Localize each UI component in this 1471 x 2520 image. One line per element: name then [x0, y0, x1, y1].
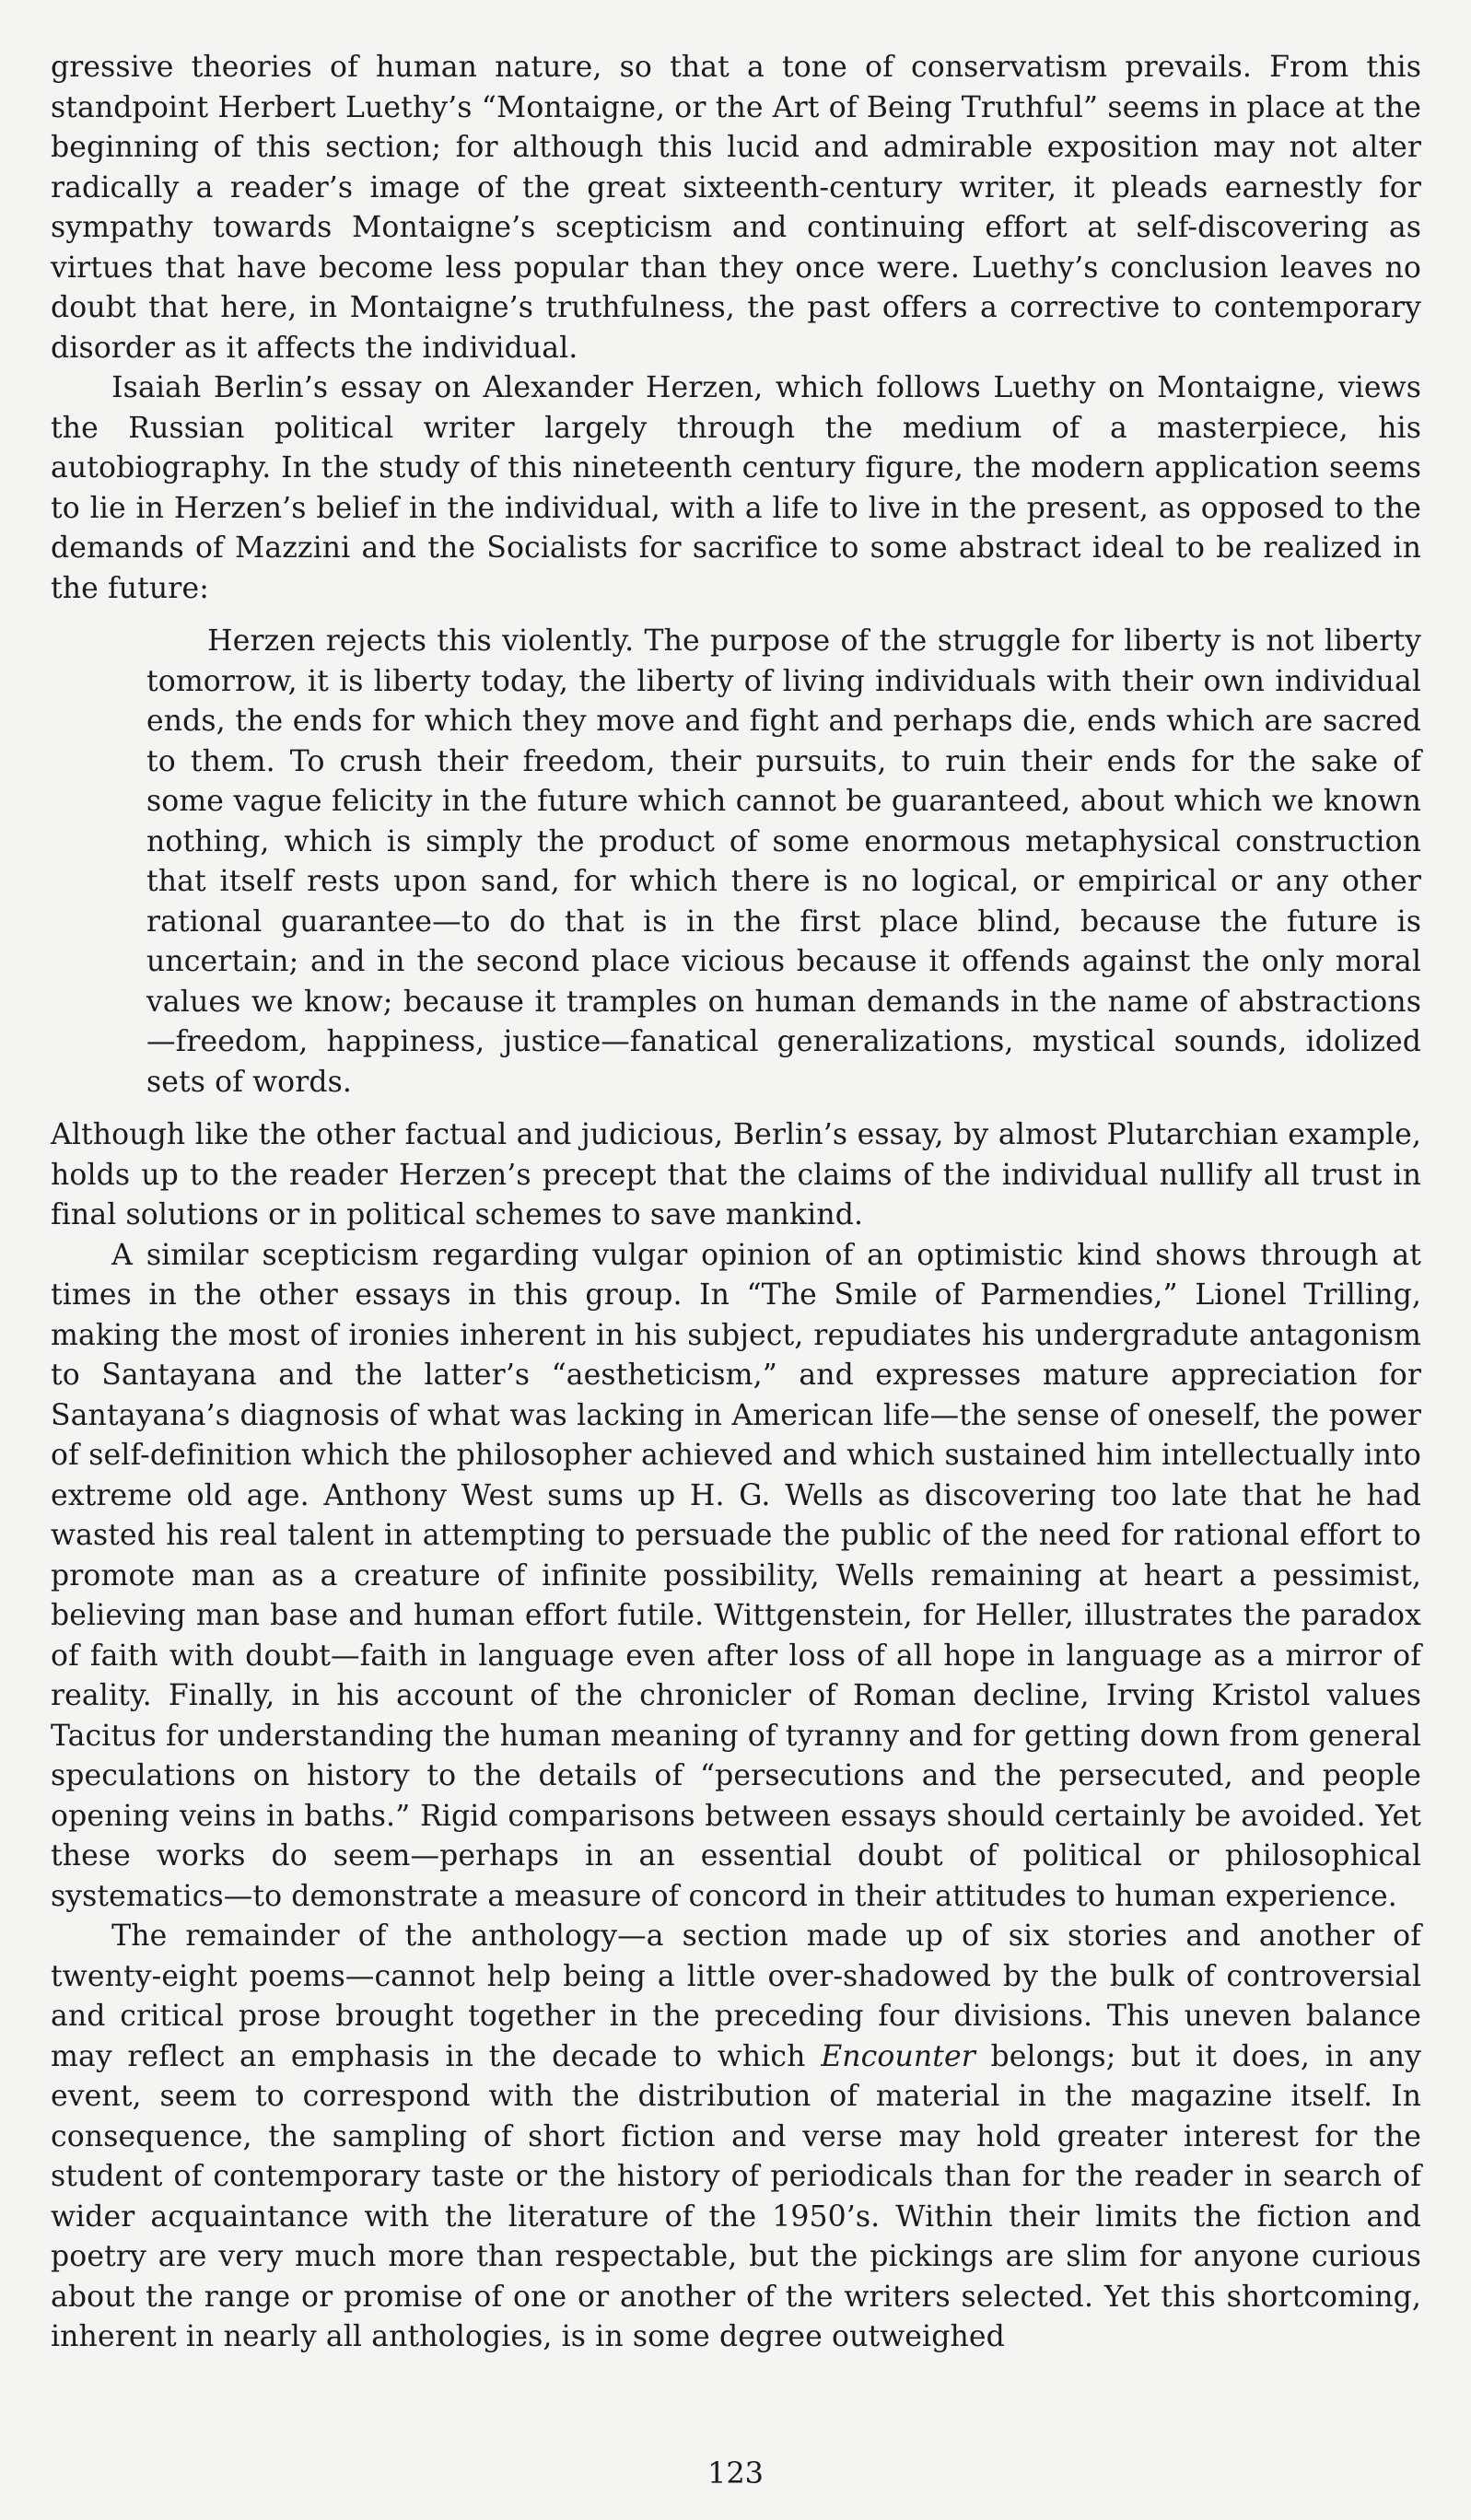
paragraph-berlin-summary: Although like the other factual and judicious, Berlin’s essay, by almost Plutarchian example, holds up to the reader Herzen’s precept that the claims of the individual nullify all trust in final solutions or in political schemes to save mankind.	[51, 1118, 1421, 1231]
paragraph-continuation: gressive theories of human nature, so that a tone of conservatism prevails. From this standpoint Herbert Luethy’s “Montaigne, or the Art of Being Truthful” seems in place at the beginning of this section; for although this lucid and admirable exposition may not alter radically a reader’s image of the great sixteenth-century writer, it pleads earnestly for sympathy towards Montaigne’s scepticism and continuing effort at self-discovering as virtues that have become less popular than they once were. Luethy’s conclusion leaves no doubt that here, in Montaigne’s truthfulness, the past offers a corrective to contemporary disorder as it affects the individual.	[51, 51, 1421, 365]
page-number: 123	[706, 2456, 765, 2491]
paragraph-anthology-part-1: The remainder of the anthology—a section made up of six stories and another of twenty-eight poems—cannot help being a little over-shadowed by the bulk of controversial and critical prose brought together in the preceding four divisions. This uneven balance may reflect an emphasis in the decade to which	[51, 1919, 1421, 2073]
paragraph-anthology-part-2: belongs; but it does, in any event, seem to correspond with the distribution of material in the magazine itself. In consequence, the sampling of short fiction and verse may hold greater interest for the student of contemporary taste or the history of periodicals than for the reader in search of wider acquaintance with the literature of the 1950’s. Within their limits the fiction and poetry are very much more than respectable, but the pickings are slim for anyone curious about the range or promise of one or another of the writers selected. Yet this shortcoming, inherent in nearly all anthologies, is in some degree outweighed	[51, 2039, 1421, 2353]
magazine-title-encounter: Encounter	[821, 2039, 975, 2073]
page-body	[51, 48, 1421, 2358]
paragraph-berlin-herzen: Isaiah Berlin’s essay on Alexander Herzen, which follows Luethy on Montaigne, views the Russian political writer largely through the medium of a masterpiece, his autobiography. In the study of this nineteenth century figure, the modern application seems to lie in Herzen’s belief in the individual, with a life to live in the present, as opposed to the demands of Mazzini and the Socialists for sacrifice to some abstract ideal to be realized in the future:	[51, 371, 1421, 605]
block-quote-herzen: Herzen rejects this violently. The purpose of the struggle for liberty is not liberty tomorrow, it is liberty today, the liberty of living individuals with their own individual ends, the ends for which they move and fight and perhaps die, ends which are sacred to them. To crush their freedom, their pursuits, to ruin their ends for the sake of some vague felicity in the future which cannot be guaranteed, about which we known nothing, which is simply the product of some enormous metaphysical construction that itself rests upon sand, for which there is no logical, or empirical or any other rational guarantee—to do that is in the first place blind, because the future is uncertain; and in the second place vicious because it offends against the only moral values we know; because it tramples on human demands in the name of abstractions—freedom, happiness, justice—fanatical generalizations, mystical sounds, idolized sets of words.	[146, 624, 1421, 1099]
paragraph-scepticism-essays: A similar scepticism regarding vulgar opinion of an optimistic kind shows through at times in the other essays in this group. In “The Smile of Parmendies,” Lionel Trilling, making the most of ironies inherent in his subject, repudiates his undergradute antagonism to Santayana and the latter’s “aestheticism,” and expresses mature appreciation for Santayana’s diagnosis of what was lacking in American life—the sense of oneself, the power of self-definition which the philosopher achieved and which sustained him intellectually into extreme old age. Anthony West sums up H. G. Wells as discovering too late that he had wasted his real talent in attempting to persuade the public of the need for rational effort to promote man as a creature of infinite possibility, Wells remaining at heart a pessimist, believing man base and human effort futile. Wittgenstein, for Heller, illustrates the paradox of faith with doubt—faith in language even after loss of all hope in language as a mirror of reality. Finally, in his account of the chronicler of Roman decline, Irving Kristol values Tacitus for understanding the human meaning of tyranny and for getting down from general speculations on history to the details of “persecutions and the persecuted, and people opening veins in baths.” Rigid comparisons between essays should certainly be avoided. Yet these works do seem—perhaps in an essential doubt of political or philosophical systematics—to demonstrate a measure of concord in their attitudes to human experience.	[51, 1238, 1421, 1913]
paragraph-anthology-remainder	[51, 1917, 1421, 2358]
